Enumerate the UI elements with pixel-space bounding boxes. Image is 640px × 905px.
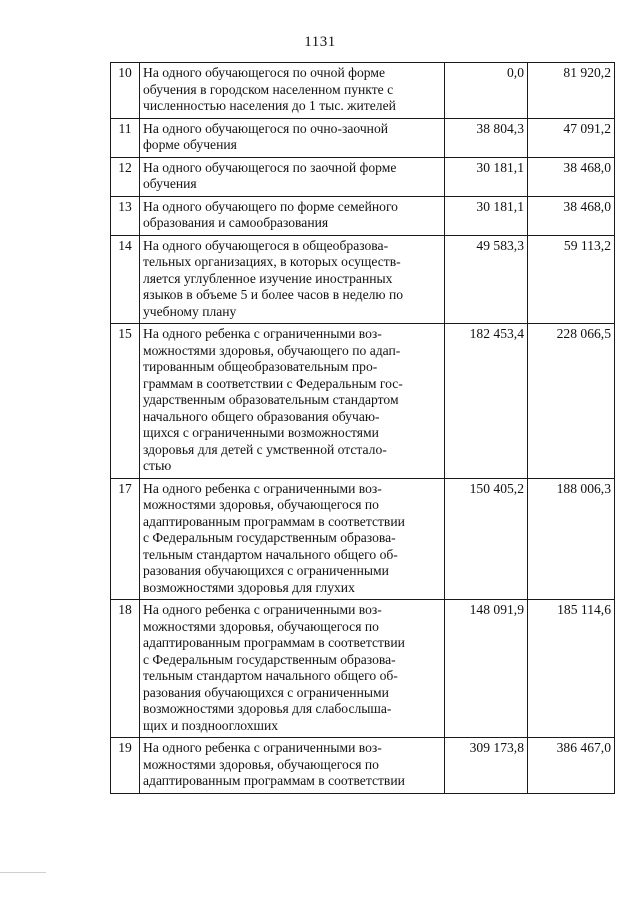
table-row xyxy=(111,324,615,479)
description-line: На одного обучающегося по очно-заочной xyxy=(143,120,389,136)
description-line: На одного ребенка с ограниченными воз- xyxy=(143,326,382,341)
row-number: 12 xyxy=(111,157,140,196)
row-description xyxy=(140,324,445,479)
description-line: возможностями здоровья для слабослыша- xyxy=(143,701,392,716)
value-cell-second: 81 920,2 xyxy=(528,63,615,119)
row-description xyxy=(140,600,445,738)
table-row xyxy=(111,157,615,196)
value-cell-first: 30 181,1 xyxy=(445,196,528,235)
description-line: тированным общеобразовательным про- xyxy=(143,359,378,374)
description-line: адаптированным программам в соответствии xyxy=(143,635,405,650)
description-line: обучения xyxy=(143,176,197,191)
table-row xyxy=(111,235,615,324)
value-cell-second: 47 091,2 xyxy=(528,118,615,157)
value-cell-first: 0,0 xyxy=(445,63,528,119)
value-cell-second: 228 066,5 xyxy=(528,324,615,479)
description-line: начального общего образования обучаю- xyxy=(143,408,380,424)
value-cell-first: 148 091,9 xyxy=(445,600,528,738)
value-cell-first: 150 405,2 xyxy=(445,478,528,600)
row-description xyxy=(140,478,445,600)
value-cell-first: 30 181,1 xyxy=(445,157,528,196)
description-line: с Федеральным государственным образова- xyxy=(143,530,396,545)
description-line: разования обучающихся с ограниченными xyxy=(143,563,389,578)
table-row xyxy=(111,196,615,235)
description-line: На одного обучающегося по очной форме xyxy=(143,65,385,80)
description-line: щихся с ограниченными возможностями xyxy=(143,425,379,440)
table-row xyxy=(111,600,615,738)
description-line: языков в объеме 5 и более часов в неделю по xyxy=(143,287,404,302)
description-line: стью xyxy=(143,458,172,473)
description-line: можностями здоровья, обучающегося по xyxy=(143,497,379,512)
value-cell-first: 49 583,3 xyxy=(445,235,528,324)
description-line: тельным стандартом начального общего об- xyxy=(143,546,398,562)
description-line: форме обучения xyxy=(143,137,237,152)
row-description xyxy=(140,118,445,157)
value-cell-first: 182 453,4 xyxy=(445,324,528,479)
description-line: можностями здоровья, обучающего по адап- xyxy=(143,342,401,358)
description-line: тельных организациях, в которых осуществ- xyxy=(143,254,401,269)
description-line: На одного обучающегося в общеобразова- xyxy=(143,237,389,253)
description-line: щих и позднооглохших xyxy=(143,717,279,733)
description-line: образования и самообразования xyxy=(143,215,329,230)
row-description xyxy=(140,235,445,324)
row-number: 10 xyxy=(111,63,140,119)
row-description xyxy=(140,63,445,119)
description-line: учебному плану xyxy=(143,303,237,319)
value-cell-second: 38 468,0 xyxy=(528,157,615,196)
row-number: 14 xyxy=(111,235,140,324)
value-cell-second: 185 114,6 xyxy=(528,600,615,738)
description-line: здоровья для детей с умственной отстало- xyxy=(143,441,387,457)
table-row xyxy=(111,738,615,794)
row-description xyxy=(140,738,445,794)
description-line: с Федеральным государственным образова- xyxy=(143,651,396,667)
description-line: можностями здоровья, обучающегося по xyxy=(143,756,379,772)
description-line: адаптированным программам в соответствии xyxy=(143,773,405,788)
value-cell-first: 38 804,3 xyxy=(445,118,528,157)
row-description xyxy=(140,196,445,235)
description-line: тельным стандартом начального общего об- xyxy=(143,668,398,683)
value-cell-first: 309 173,8 xyxy=(445,738,528,794)
row-number: 17 xyxy=(111,478,140,600)
row-number: 18 xyxy=(111,600,140,738)
table-row xyxy=(111,478,615,600)
row-number: 13 xyxy=(111,196,140,235)
description-line: разования обучающихся с ограниченными xyxy=(143,684,389,700)
description-line: На одного ребенка с ограниченными воз- xyxy=(143,602,382,617)
description-line: обучения в городском населенном пункте с xyxy=(143,81,394,97)
description-line: ляется углубленное изучение иностранных xyxy=(143,270,393,286)
value-cell-second: 188 006,3 xyxy=(528,478,615,600)
table-row xyxy=(111,63,615,119)
description-line: адаптированным программам в соответствии xyxy=(143,513,405,529)
row-number: 11 xyxy=(111,118,140,157)
value-cell-second: 38 468,0 xyxy=(528,196,615,235)
row-number: 15 xyxy=(111,324,140,479)
funding-table xyxy=(110,62,615,794)
description-line: можностями здоровья, обучающегося по xyxy=(143,618,379,634)
description-line: На одного ребенка с ограниченными воз- xyxy=(143,480,382,496)
value-cell-second: 59 113,2 xyxy=(528,235,615,324)
description-line: На одного обучающегося по заочной форме xyxy=(143,159,397,175)
description-line: На одного ребенка с ограниченными воз- xyxy=(143,740,382,755)
table-row xyxy=(111,118,615,157)
row-number: 19 xyxy=(111,738,140,794)
row-description xyxy=(140,157,445,196)
footer-divider xyxy=(0,872,46,873)
page-number: 1131 xyxy=(304,34,336,50)
description-line: численностью населения до 1 тыс. жителей xyxy=(143,98,396,113)
description-line: возможностями здоровья для глухих xyxy=(143,579,355,595)
description-line: На одного обучающего по форме семейного xyxy=(143,198,398,214)
table-body xyxy=(111,63,615,794)
description-line: граммам в соответствии с Федеральным гос- xyxy=(143,375,403,391)
description-line: ударственным образовательным стандартом xyxy=(143,392,399,407)
value-cell-second: 386 467,0 xyxy=(528,738,615,794)
